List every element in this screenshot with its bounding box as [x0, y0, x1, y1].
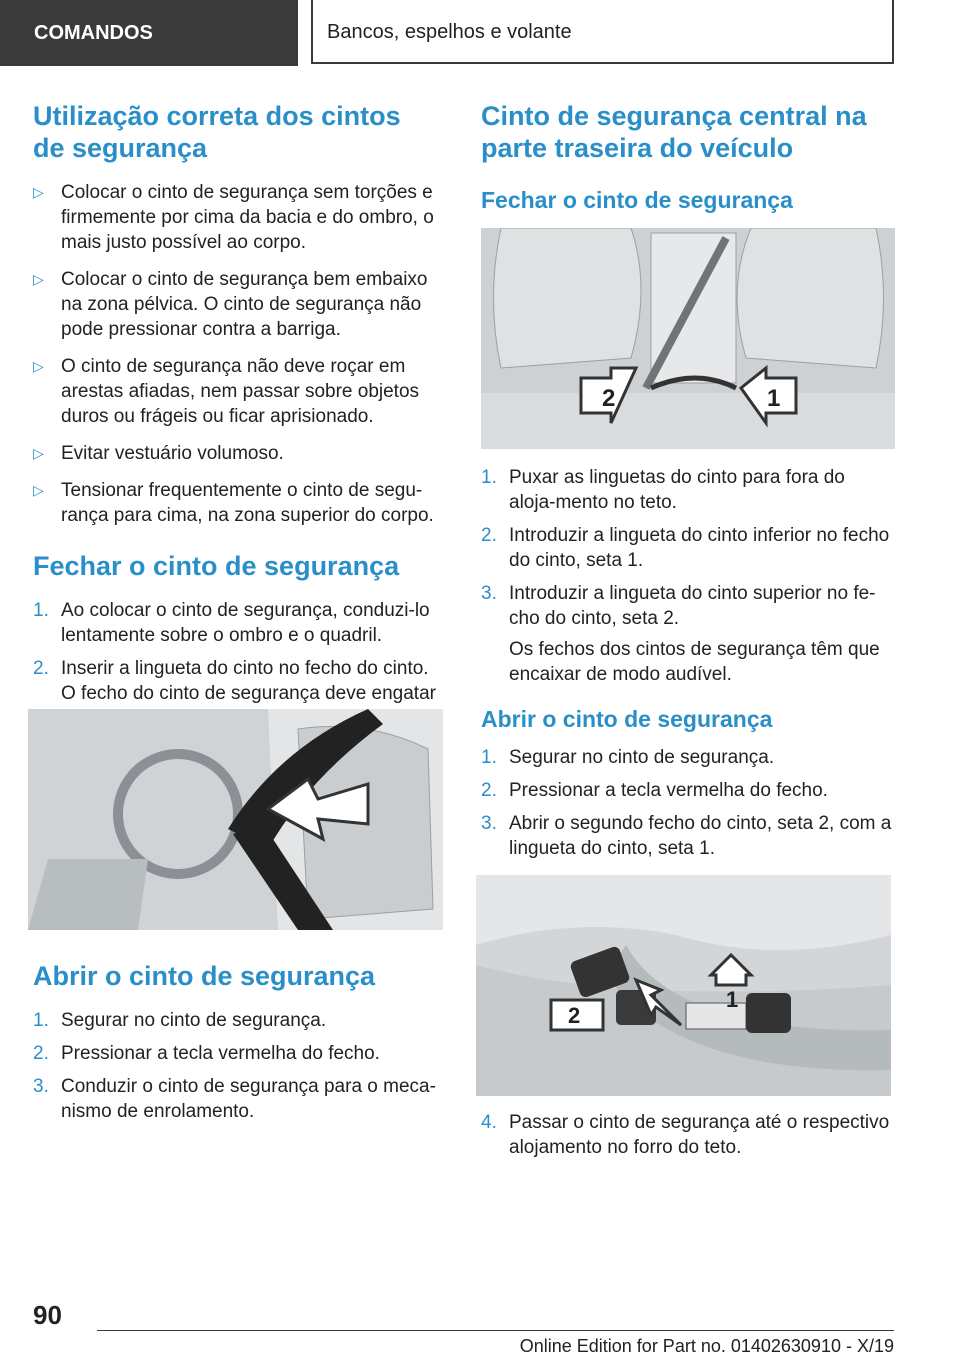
heading-close-belt: Fechar o cinto de segurança: [33, 551, 400, 581]
list-item: ▷ Evitar vestuário volumoso.: [33, 443, 284, 464]
list-item: 1. Puxar as linguetas do cinto para fora do aloja‐mento no teto.: [481, 467, 845, 513]
figure-front-seat-belt: [28, 709, 443, 930]
list-item: ▷ O cinto de segurança não deve roçar em arestas afiadas, nem passar sobre objetos duros ou frágeis ou ficar aprisionado.: [33, 356, 420, 427]
edition-text: Online Edition for Part no. 01402630910 - X/19: [519, 1336, 894, 1356]
triangle-bullet-icon: ▷: [33, 482, 44, 498]
page-header: [0, 0, 960, 66]
rear-final-step: [481, 1110, 896, 1168]
list-item: 2. Pressionar a tecla vermelha do fecho.: [33, 1043, 380, 1064]
list-item: 3. Abrir o segundo fecho do cinto, seta 2, com a lingueta do cinto, seta 1.: [481, 813, 892, 859]
list-item: ▷ Colocar o cinto de segurança bem embaixo na zona pélvica. O cinto de segurança não pode pressionar contra a barriga.: [33, 269, 428, 340]
list-item: 3. Introduzir a lingueta do cinto superior no fe‐cho do cinto, seta 2.: [481, 583, 876, 629]
heading-open-belt-rear: Abrir o cinto de segurança: [481, 706, 773, 732]
list-item: 2. Pressionar a tecla vermelha do fecho.: [481, 780, 828, 801]
arrow-label-1: 1: [767, 385, 781, 412]
heading-close-belt-rear: Fechar o cinto de segurança: [481, 187, 793, 213]
open-steps: [33, 1008, 438, 1124]
arrow-label-2: 2: [568, 1003, 581, 1028]
note-text: Os fechos dos cintos de segurança têm que encaixar de modo audível.: [509, 639, 880, 685]
bullet-list: [33, 180, 438, 528]
list-item: 1. Segurar no cinto de segurança.: [33, 1010, 327, 1031]
triangle-bullet-icon: ▷: [33, 184, 44, 200]
arrow-label-2: 2: [602, 385, 616, 412]
heading-open-belt: Abrir o cinto de segurança: [33, 961, 376, 991]
list-item: 1. Segurar no cinto de segurança.: [481, 747, 775, 768]
rear-close-steps: [481, 465, 896, 631]
list-item: 2. Inserir a lingueta do cinto no fecho do cinto. O fecho do cinto de segurança deve engatar: [33, 658, 436, 704]
footer-divider: [97, 1330, 894, 1331]
triangle-bullet-icon: ▷: [33, 271, 44, 287]
figure-rear-belt-release: [476, 875, 891, 1096]
list-item: 4. Passar o cinto de segurança até o respectivo alojamento no forro do teto.: [481, 1112, 890, 1158]
left-column: [33, 100, 438, 1122]
triangle-bullet-icon: ▷: [33, 358, 44, 374]
heading-correct-use: Utilização correta dos cintos de segurança: [33, 101, 401, 163]
list-item: ▷ Colocar o cinto de segurança sem torções e firmemente por cima da bacia e do ombro, o mais justo possível ao corpo.: [33, 182, 434, 253]
list-item: 3. Conduzir o cinto de segurança para o meca‐nismo de enrolamento.: [33, 1076, 436, 1122]
arrow-label-1: 1: [726, 987, 739, 1012]
chapter-title: Bancos, espelhos e volante: [311, 0, 894, 64]
figure-rear-center-belt: [481, 228, 895, 449]
page-number: 90: [33, 1300, 62, 1330]
list-item: 1. Ao colocar o cinto de segurança, conduzi-lo lentamente sobre o ombro e o quadril.: [33, 600, 430, 646]
heading-center-belt: Cinto de segurança central na parte traseira do veículo: [481, 101, 867, 163]
list-item: 2. Introduzir a lingueta do cinto inferior no fecho do cinto, seta 1.: [481, 525, 890, 571]
list-item: ▷ Tensionar frequentemente o cinto de segu‐rança para cima, na zona superior do corpo.: [33, 480, 434, 526]
section-tab: COMANDOS: [0, 0, 298, 66]
triangle-bullet-icon: ▷: [33, 445, 44, 461]
right-column: [481, 100, 896, 1158]
rear-open-steps: [481, 745, 896, 861]
open-section: [33, 960, 438, 1132]
